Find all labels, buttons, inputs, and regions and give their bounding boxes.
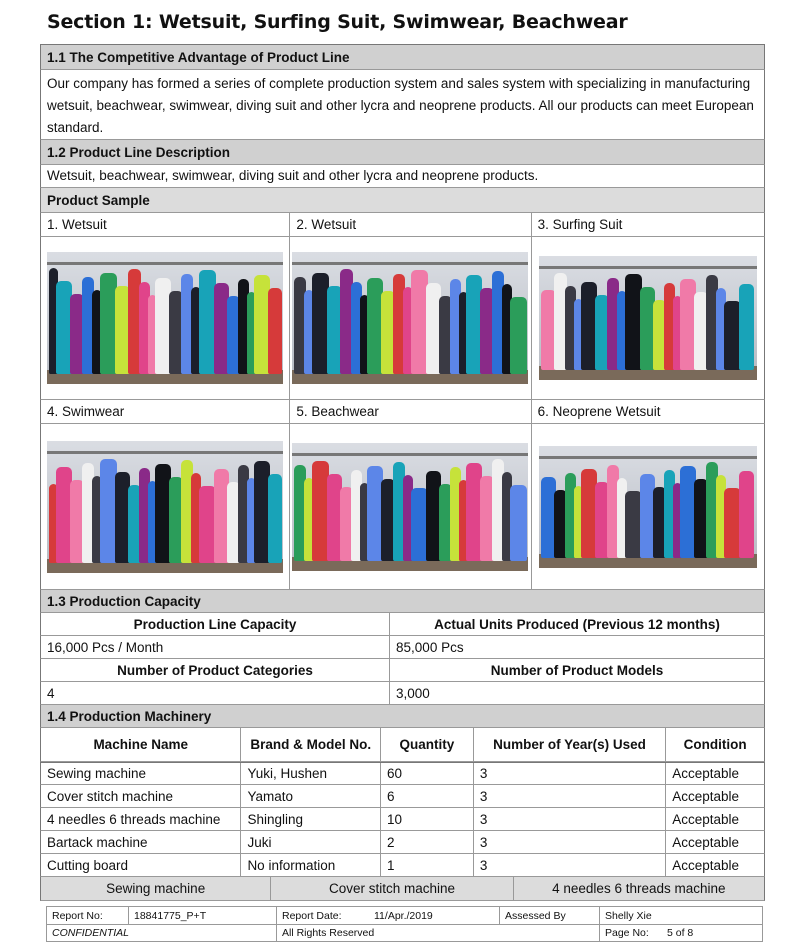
brand-model-cell: Juki — [241, 831, 381, 853]
report-sheet — [40, 44, 765, 901]
brand-model-cell: No information — [241, 854, 381, 876]
actual-units-label: Actual Units Produced (Previous 12 months) — [434, 616, 720, 632]
page-no: 5 of 8 — [667, 927, 694, 939]
quantity-cell: 10 — [381, 808, 474, 830]
condition-cell: Acceptable — [672, 834, 740, 850]
machine-name-cell: Bartack machine — [41, 831, 241, 853]
machinery-rows — [40, 762, 765, 877]
machine-name-cell: Cutting board — [41, 854, 241, 876]
sample-label: 3. Surfing Suit — [537, 217, 623, 232]
rights-reserved: All Rights Reserved — [277, 925, 600, 941]
confidential-label: CONFIDENTIAL — [47, 925, 277, 941]
s14-heading: 1.4 Production Machinery — [41, 705, 764, 727]
quantity-cell: 60 — [381, 763, 474, 784]
models-label: Number of Product Models — [490, 662, 664, 678]
machine-name-header: Machine Name — [41, 728, 241, 761]
s13-heading: 1.3 Production Capacity — [41, 590, 764, 612]
sample-photo — [292, 252, 528, 384]
machine-name-cell: Sewing machine — [41, 763, 241, 784]
years-used-cell: 3 — [474, 854, 666, 876]
samples-photo-row-2 — [40, 424, 765, 590]
years-used-header: Number of Year(s) Used — [474, 728, 666, 761]
s11-body: Our company has formed a series of complete production system and sales system with specializing in manufacturing wetsuit, beachwear, swimwear, diving suit and other lycra and neoprene products. All our products can meet European standard. — [47, 76, 754, 135]
machine-photo-caption-row — [40, 877, 765, 901]
assessed-by-label: Assessed By — [500, 907, 600, 924]
machinery-row — [40, 854, 765, 877]
sample-photo — [292, 443, 528, 571]
machinery-header-row — [40, 728, 765, 762]
s11-heading: 1.1 The Competitive Advantage of Product Line — [41, 45, 764, 69]
sample-photo — [47, 441, 283, 573]
brand-model-header: Brand & Model No. — [241, 728, 381, 761]
garment-shape — [268, 288, 282, 374]
condition-cell: Acceptable — [672, 811, 740, 827]
machine-name-cell: 4 needles 6 threads machine — [41, 808, 241, 830]
machinery-row — [40, 762, 765, 785]
samples-heading: Product Sample — [41, 188, 764, 212]
condition-cell: Acceptable — [672, 766, 740, 781]
s11-heading-row — [40, 44, 765, 70]
machine-name-cell: Cover stitch machine — [41, 785, 241, 807]
years-used-cell: 3 — [474, 831, 666, 853]
quantity-cell: 6 — [381, 785, 474, 807]
page-no-label: Page No: — [605, 927, 649, 939]
brand-model-cell: Yuki, Hushen — [241, 763, 381, 784]
categories-value-row — [40, 682, 765, 705]
photo-caption: Sewing machine — [41, 877, 271, 900]
s13-heading-row — [40, 590, 765, 613]
garment-shape — [510, 485, 527, 561]
quantity-cell: 2 — [381, 831, 474, 853]
s12-heading-row — [40, 140, 765, 165]
s14-heading-row — [40, 705, 765, 728]
report-date-label: Report Date: — [282, 909, 342, 922]
brand-model-cell: Shingling — [241, 808, 381, 830]
samples-label-row-1 — [40, 213, 765, 237]
s11-body-row — [40, 70, 765, 140]
condition-header: Condition — [683, 737, 747, 752]
photo-caption: 4 needles 6 threads machine — [552, 881, 726, 896]
condition-cell: Acceptable — [672, 857, 740, 873]
machinery-row — [40, 831, 765, 854]
capacity-value-row — [40, 636, 765, 659]
years-used-cell: 3 — [474, 763, 666, 784]
brand-model-cell: Yamato — [241, 785, 381, 807]
categories-label: Number of Product Categories — [41, 659, 390, 681]
report-footer — [46, 906, 763, 942]
machinery-row — [40, 785, 765, 808]
sample-label: 1. Wetsuit — [41, 213, 290, 236]
quantity-header: Quantity — [381, 728, 474, 761]
samples-label-row-2 — [40, 400, 765, 424]
samples-heading-row — [40, 188, 765, 213]
report-no-label: Report No: — [47, 907, 129, 924]
quantity-cell: 1 — [381, 854, 474, 876]
photo-caption: Cover stitch machine — [271, 877, 513, 900]
years-used-cell: 3 — [474, 785, 666, 807]
garment-shape — [510, 297, 527, 374]
sample-label: 5. Beachwear — [290, 400, 531, 423]
garment-shape — [739, 471, 754, 558]
samples-photo-row-1 — [40, 237, 765, 400]
years-used-cell: 3 — [474, 808, 666, 830]
categories-value: 4 — [41, 682, 390, 704]
capacity-value: 16,000 Pcs / Month — [41, 636, 390, 658]
assessed-by: Shelly Xie — [605, 909, 652, 922]
condition-cell: Acceptable — [672, 788, 740, 804]
sample-photo — [47, 252, 283, 384]
garment-shape — [268, 474, 282, 563]
report-no: 18841775_P+T — [129, 907, 277, 924]
models-value: 3,000 — [396, 685, 430, 701]
sample-photo — [539, 446, 757, 568]
capacity-label: Production Line Capacity — [41, 613, 390, 635]
sample-label: 4. Swimwear — [41, 400, 290, 423]
machinery-row — [40, 808, 765, 831]
s12-body-row — [40, 165, 765, 188]
report-date: 11/Apr./2019 — [369, 907, 500, 924]
sample-label: 6. Neoprene Wetsuit — [537, 404, 661, 419]
sample-photo — [539, 256, 757, 380]
capacity-header-row — [40, 613, 765, 636]
s12-heading: 1.2 Product Line Description — [41, 140, 764, 164]
actual-units-value: 85,000 Pcs — [396, 639, 464, 655]
categories-header-row — [40, 659, 765, 682]
s12-body: Wetsuit, beachwear, swimwear, diving suit and other lycra and neoprene products. — [47, 168, 539, 183]
garment-shape — [739, 284, 754, 370]
sample-label: 2. Wetsuit — [290, 213, 531, 236]
section-title: Section 1: Wetsuit, Surfing Suit, Swimwear, Beachwear — [47, 11, 628, 33]
